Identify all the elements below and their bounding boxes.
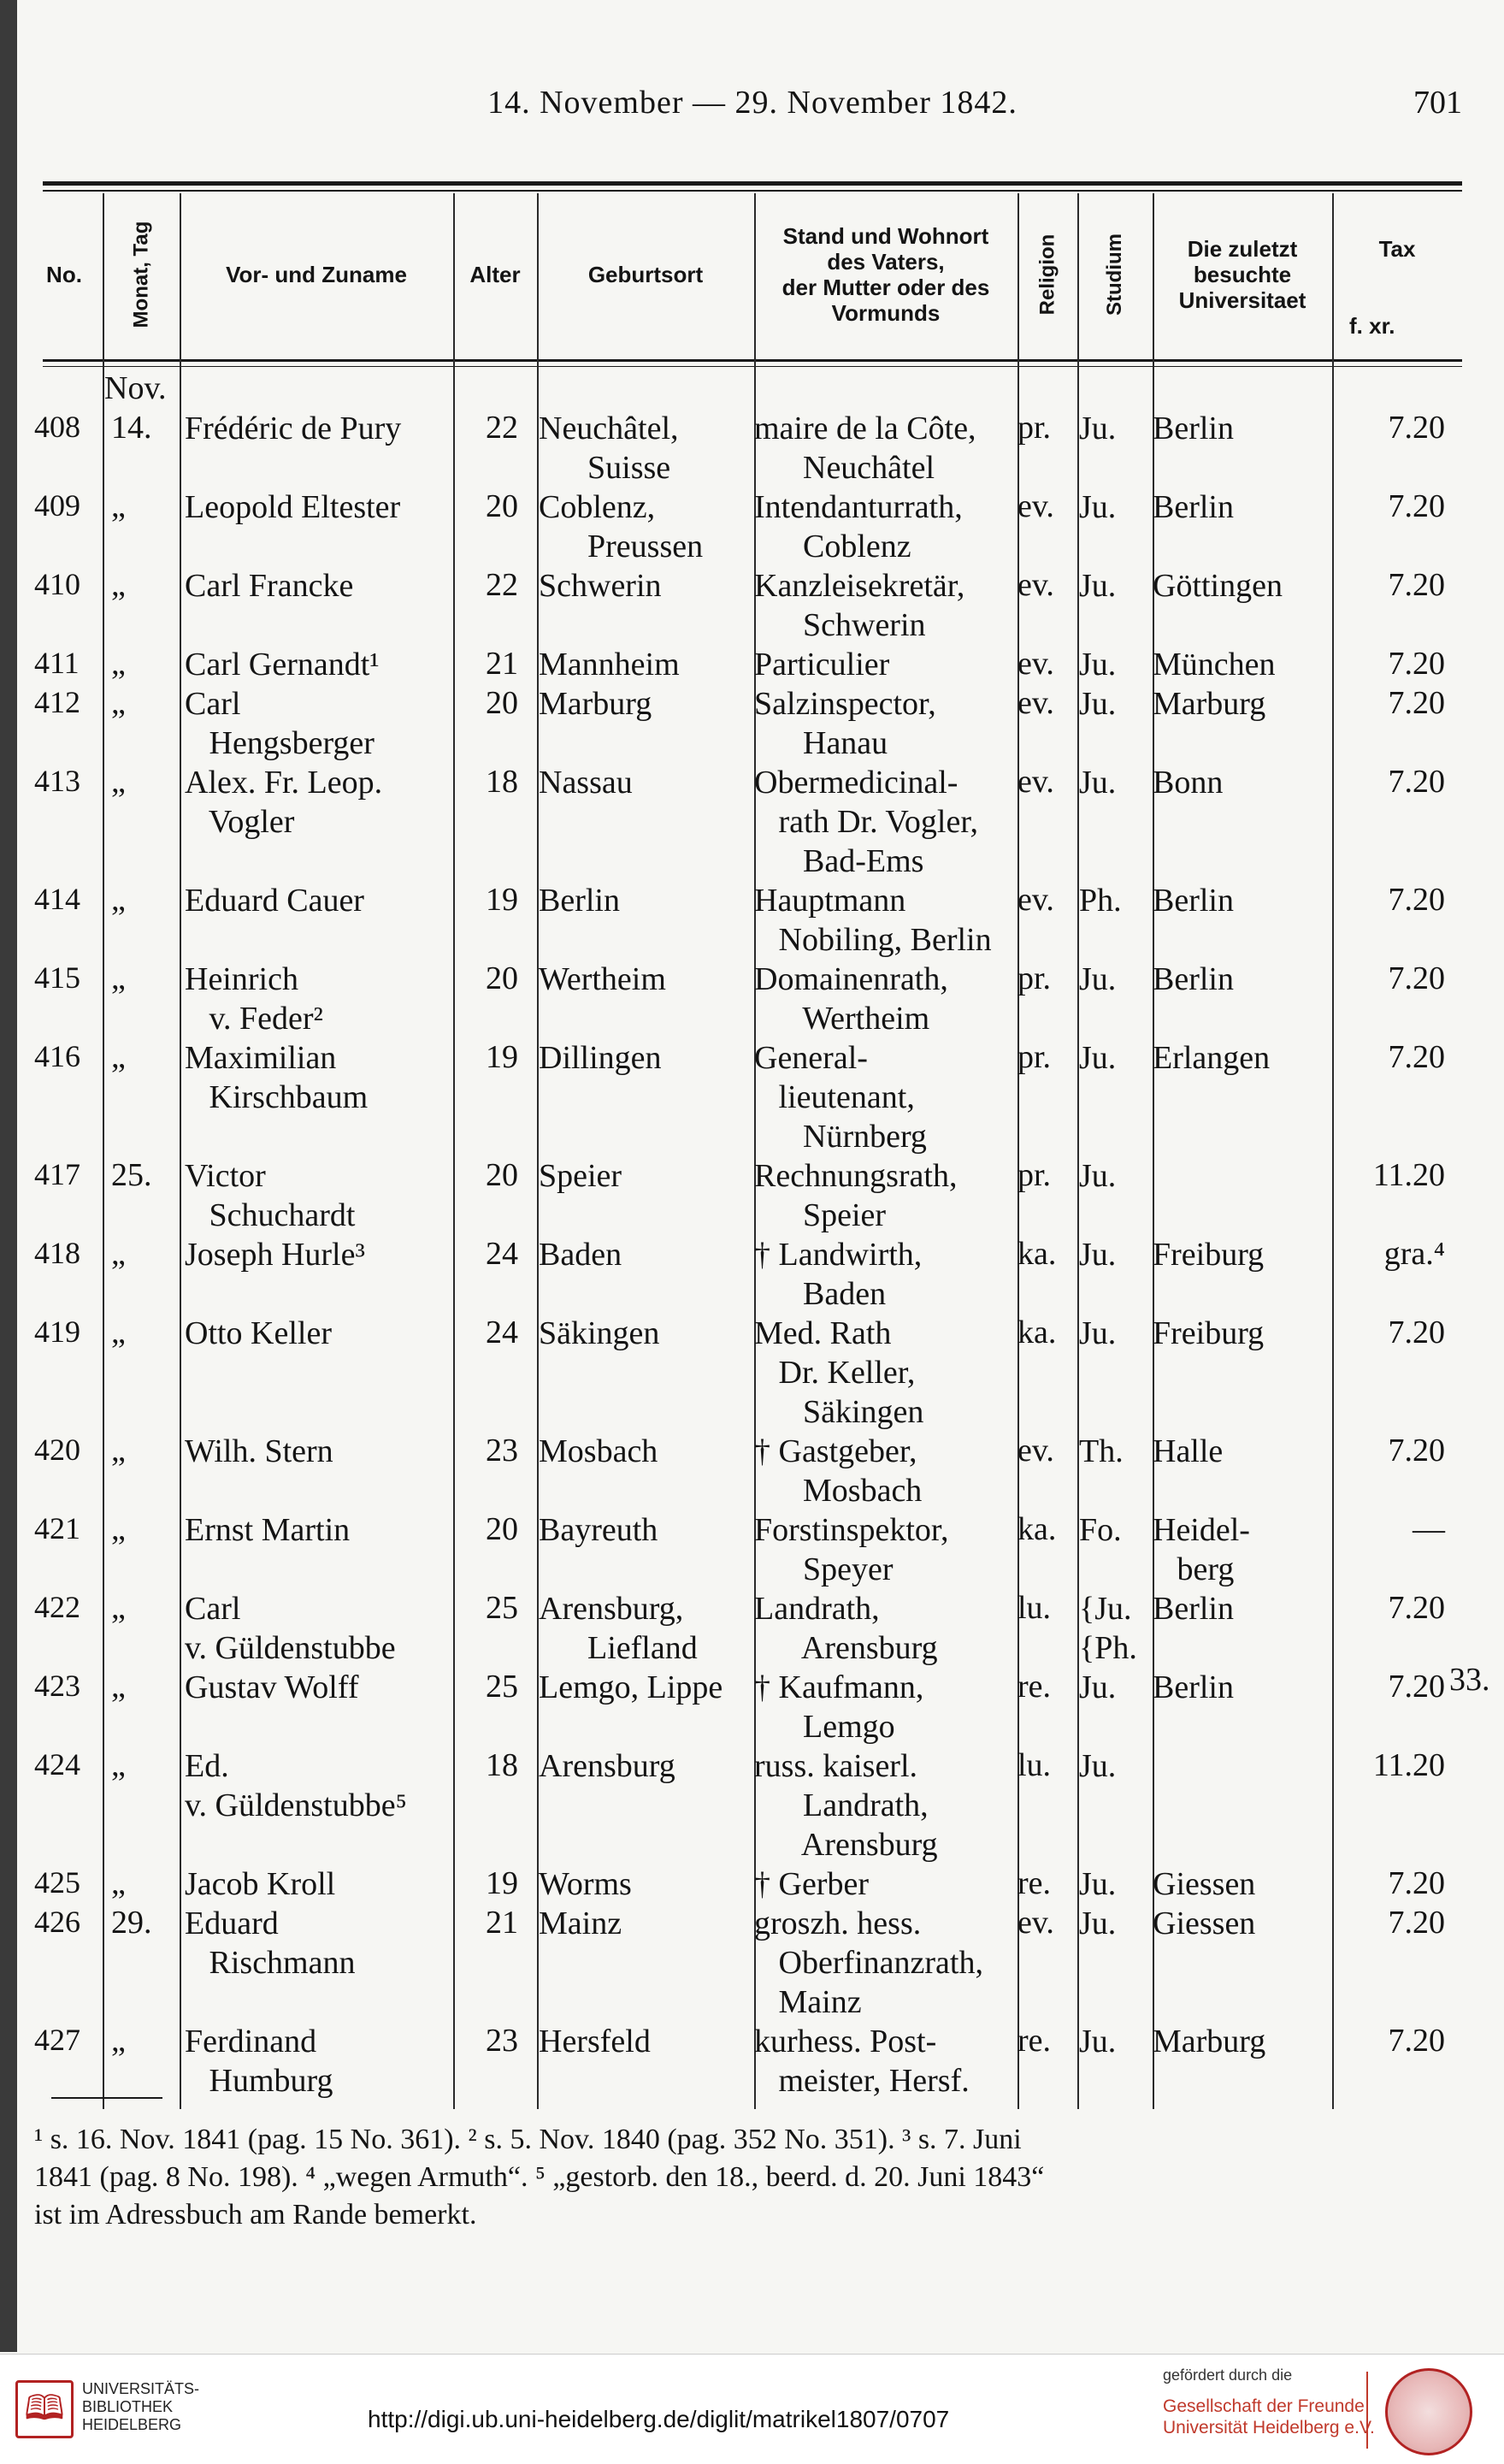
entry-day: „ [111,1236,126,1272]
entry-study: Ju. [1079,961,1117,997]
entry-religion: ev. [1017,646,1054,682]
entry-name: Ferdinand Humburg [185,2024,333,2099]
entry-study: Ju. [1079,765,1117,801]
entry-study: Ju. [1079,568,1117,604]
entry-study: Th. [1079,1433,1124,1469]
entry-name: Wilh. Stern [185,1433,333,1469]
entry-age: 20 [486,1511,518,1547]
entry-day: 25. [111,1157,152,1193]
entry-study: {Ju. {Ph. [1079,1591,1137,1666]
entry-name: Joseph Hurle³ [185,1237,365,1273]
entry-religion: pr. [1017,410,1052,446]
header-religion-label: Religion [1035,233,1059,316]
entry-age: 25 [486,1590,518,1626]
entry-number: 424 [34,1747,80,1782]
entry-last-university: Berlin [1153,1669,1234,1705]
entry-tax: 7.20 [1388,1590,1445,1626]
entry-day: „ [111,1747,126,1783]
entry-father: Domainenrath, Wertheim [754,961,948,1037]
entry-day: „ [111,646,126,682]
entry-birthplace: Marburg [539,686,652,722]
entry-religion: re. [1017,1669,1052,1705]
table-header [26,193,1479,364]
entry-tax: 7.20 [1388,646,1445,682]
entry-last-university: Berlin [1153,883,1234,919]
entry-last-university: Marburg [1153,686,1266,722]
col-divider [103,193,104,2109]
entry-religion: ka. [1017,1511,1057,1547]
entry-study: Ju. [1079,1237,1117,1273]
entry-study: Ju. [1079,1906,1117,1941]
header-birthplace: Geburtsort [587,262,704,287]
entry-religion: lu. [1017,1590,1052,1626]
entry-religion: ev. [1017,1905,1054,1941]
entry-father: Salzinspector, Hanau [754,686,936,761]
entry-name: Alex. Fr. Leop. Vogler [185,765,383,840]
entry-day: „ [111,567,126,603]
entry-age: 18 [486,1747,518,1783]
entry-religion: re. [1017,1865,1052,1901]
entry-birthplace: Säkingen [539,1315,660,1351]
entry-study: Ju. [1079,1748,1117,1784]
entry-age: 20 [486,1157,518,1193]
scan-edge [0,0,17,2352]
entry-father: † Gastgeber, Mosbach [754,1433,923,1509]
entry-name: Otto Keller [185,1315,333,1351]
entry-last-university: Erlangen [1153,1040,1271,1076]
entry-name: Carl Gernandt¹ [185,647,380,682]
entry-number: 422 [34,1590,80,1624]
entry-day: 29. [111,1905,152,1941]
entry-study: Ju. [1079,489,1117,525]
entry-last-university: Marburg [1153,2024,1266,2059]
entry-study: Ju. [1079,1040,1117,1076]
entry-day: „ [111,1039,126,1075]
entry-birthplace: Neuchâtel, Suisse [539,411,679,486]
entry-birthplace: Mosbach [539,1433,658,1469]
entry-study: Ju. [1079,1158,1117,1194]
entry-name: Victor Schuchardt [185,1158,356,1233]
running-title: 14. November — 29. November 1842. [487,85,1017,121]
entry-name: Leopold Eltester [185,489,401,525]
entry-religion: re. [1017,2023,1052,2059]
entry-last-university: Göttingen [1153,568,1283,604]
entry-day: „ [111,2023,126,2059]
entry-religion: ka. [1017,1236,1057,1272]
entry-religion: lu. [1017,1747,1052,1783]
footnote-rule [51,2097,162,2099]
entry-study: Ju. [1079,411,1117,446]
entry-tax: 7.20 [1388,410,1445,446]
header-tax: Tax [1378,236,1416,262]
col-divider [1153,193,1154,2109]
entry-name: Eduard Rischmann [185,1906,356,1981]
entry-day: „ [111,685,126,721]
entry-age: 23 [486,1433,518,1468]
entry-tax: 7.20 [1388,2023,1445,2059]
entry-father: kurhess. Post- meister, Hersf. [754,2024,970,2099]
entry-age: 19 [486,1865,518,1901]
entry-age: 20 [486,685,518,721]
entry-number: 416 [34,1039,80,1073]
header-study-label: Studium [1103,233,1126,316]
entry-number: 419 [34,1315,80,1349]
entry-religion: ka. [1017,1315,1057,1350]
footnote-line: ¹ s. 16. Nov. 1841 (pag. 15 No. 361). ² s. 5. Nov. 1840 (pag. 352 No. 351). ³ s. 7. Juni [34,2124,1022,2155]
entry-number: 412 [34,685,80,719]
entry-father: † Landwirth, Baden [754,1237,923,1312]
entry-father: Rechnungsrath, Speier [754,1158,958,1233]
entry-age: 19 [486,1039,518,1075]
entry-number: 425 [34,1865,80,1900]
entry-study: Ju. [1079,1866,1117,1902]
entry-religion: ev. [1017,764,1054,800]
entry-tax: 7.20 [1388,1433,1445,1468]
entry-name: Carl v. Güldenstubbe [185,1591,396,1666]
entry-tax: 11.20 [1372,1747,1445,1783]
header-month-day [103,193,180,356]
entry-birthplace: Schwerin [539,568,662,604]
logo-line: BIBLIOTHEK [82,2398,174,2415]
entry-father: Landrath, Arensburg [754,1591,938,1666]
entry-birthplace: Coblenz, Preussen [539,489,704,564]
entry-age: 24 [486,1315,518,1350]
entry-religion: ev. [1017,567,1054,603]
entry-number: 409 [34,488,80,523]
entry-birthplace: Mainz [539,1906,622,1941]
header-religion [1017,193,1077,356]
entry-study: Fo. [1079,1512,1122,1548]
month-label: Nov. [104,370,167,406]
entry-name: Eduard Cauer [185,883,364,919]
sponsor-line: Universität Heidelberg e.V. [1163,2418,1375,2437]
entry-birthplace: Dillingen [539,1040,662,1076]
entry-number: 415 [34,960,80,995]
entry-tax: 7.20 [1388,764,1445,800]
entry-age: 21 [486,1905,518,1941]
entry-tax: 7.20 [1388,488,1445,524]
entry-father: Med. Rath Dr. Keller, Säkingen [754,1315,924,1430]
entry-age: 20 [486,960,518,996]
entry-study: Ju. [1079,2024,1117,2059]
entry-age: 24 [486,1236,518,1272]
entry-father: russ. kaiserl. Landrath, Arensburg [754,1748,938,1863]
entry-name: Ernst Martin [185,1512,351,1548]
sponsor-label: gefördert durch die [1163,2367,1293,2384]
entry-age: 18 [486,764,518,800]
entry-age: 22 [486,410,518,446]
entry-last-university: Freiburg [1153,1237,1265,1273]
entry-tax: 7.20 [1388,1905,1445,1941]
entry-tax: 7.20 [1388,1865,1445,1901]
entry-tax: — [1413,1511,1445,1547]
entry-father: Kanzleisekretär, Schwerin [754,568,965,643]
footnotes [34,2121,1471,2234]
header-last-university: Die zuletzt besuchte Universitaet [1178,236,1306,313]
header-tax-sub: f. xr. [1349,313,1395,339]
entry-number: 413 [34,764,80,798]
entry-day: 14. [111,410,152,446]
entry-birthplace: Arensburg [539,1748,675,1784]
entry-birthplace: Arensburg, Liefland [539,1591,698,1666]
entry-name: Carl Francke [185,568,354,604]
entry-study: Ju. [1079,1669,1117,1705]
entry-number: 408 [34,410,80,444]
entry-religion: ev. [1017,488,1054,524]
entry-tax: 7.20 [1388,1039,1445,1075]
entry-last-university: Halle [1153,1433,1224,1469]
entry-birthplace: Mannheim [539,647,680,682]
entry-day: „ [111,764,126,800]
running-head [26,84,1479,135]
entry-age: 23 [486,2023,518,2059]
entry-birthplace: Worms [539,1866,632,1902]
entry-day: „ [111,1669,126,1705]
logo-line: HEIDELBERG [82,2416,182,2433]
page-number: 701 [1413,85,1462,121]
entry-tax: 7.20 [1388,567,1445,603]
entry-father: Forstinspektor, Speyer [754,1512,949,1587]
header-no: No. [46,262,82,287]
entry-last-university: München [1153,647,1276,682]
entry-father: Hauptmann Nobiling, Berlin [754,883,992,958]
entry-father: Particulier [754,647,890,682]
entry-birthplace: Hersfeld [539,2024,651,2059]
entry-number: 427 [34,2023,80,2057]
entry-study: Ju. [1079,686,1117,722]
entry-last-university: Berlin [1153,1591,1234,1627]
entry-day: „ [111,1433,126,1468]
entry-day: „ [111,1865,126,1901]
entry-number: 421 [34,1511,80,1545]
footnote-line: 1841 (pag. 8 No. 198). ⁴ „wegen Armuth“. ⁵ „gestorb. den 18., beerd. d. 20. Juni 1843“ [34,2161,1045,2193]
entry-religion: pr. [1017,960,1052,996]
header-bottom-rule-thin [43,366,1462,367]
header-father: Stand und Wohnort des Vaters, der Mutter oder des Vormunds [781,223,990,326]
library-logo-icon: 🕮 [15,2380,74,2438]
entry-day: „ [111,882,126,918]
entry-study: Ju. [1079,647,1117,682]
entry-age: 20 [486,488,518,524]
entry-day: „ [111,1590,126,1626]
entry-number: 417 [34,1157,80,1191]
sponsor-name [1163,2396,1375,2438]
entry-last-university: Berlin [1153,489,1234,525]
col-divider [180,193,181,2109]
entry-last-university: Bonn [1153,765,1224,801]
entry-father: General- lieutenant, Nürnberg [754,1040,927,1155]
entry-name: Heinrich v. Feder² [185,961,323,1037]
entry-birthplace: Nassau [539,765,633,801]
entry-birthplace: Bayreuth [539,1512,658,1548]
side-mark: 33. [1449,1662,1490,1698]
entry-father: maire de la Côte, Neuchâtel [754,411,976,486]
top-rule [43,181,1462,186]
entry-day: „ [111,1511,126,1547]
permalink-link[interactable]: http://digi.ub.uni-heidelberg.de/diglit/matrikel1807/0707 [368,2406,950,2432]
entry-father: Intendanturrath, Coblenz [754,489,963,564]
entry-tax: 7.20 [1388,1315,1445,1350]
entry-name: Jacob Kroll [185,1866,336,1902]
entry-number: 418 [34,1236,80,1270]
entry-study: Ju. [1079,1315,1117,1351]
entry-day: „ [111,488,126,524]
entry-religion: ev. [1017,685,1054,721]
col-divider [1077,193,1079,2109]
library-logo-text [82,2380,199,2434]
entry-age: 22 [486,567,518,603]
university-seal-icon [1385,2368,1472,2455]
entry-religion: pr. [1017,1039,1052,1075]
entry-name: Ed. v. Güldenstubbe⁵ [185,1748,407,1823]
entry-age: 25 [486,1669,518,1705]
entry-birthplace: Lemgo, Lippe [539,1669,723,1705]
entry-birthplace: Baden [539,1237,622,1273]
entry-name: Carl Hengsberger [185,686,375,761]
entry-father: Obermedicinal- rath Dr. Vogler, Bad-Ems [754,765,978,879]
entry-birthplace: Berlin [539,883,620,919]
entry-birthplace: Speier [539,1158,622,1194]
entry-number: 420 [34,1433,80,1467]
entry-last-university: Berlin [1153,411,1234,446]
entry-religion: ev. [1017,1433,1054,1468]
viewer-footer [0,2354,1504,2464]
entry-last-university: Heidel- berg [1153,1512,1250,1587]
entry-birthplace: Wertheim [539,961,666,997]
header-name: Vor- und Zuname [226,262,407,287]
entry-father: † Gerber [754,1866,869,1902]
entry-day: „ [111,960,126,996]
entry-religion: pr. [1017,1157,1052,1193]
entry-age: 19 [486,882,518,918]
entry-name: Maximilian Kirschbaum [185,1040,369,1115]
entry-day: „ [111,1315,126,1350]
entry-tax: 7.20 [1388,960,1445,996]
entry-number: 411 [34,646,80,680]
entry-last-university: Freiburg [1153,1315,1265,1351]
entry-number: 426 [34,1905,80,1939]
header-age: Alter [469,262,521,287]
entry-father: † Kaufmann, Lemgo [754,1669,924,1745]
footnote-line: ist im Adressbuch am Rande bemerkt. [34,2199,477,2231]
entry-study: Ph. [1079,883,1122,919]
entry-tax: gra.⁴ [1383,1236,1445,1272]
entry-number: 423 [34,1669,80,1703]
entry-tax: 7.20 [1388,685,1445,721]
entry-name: Frédéric de Pury [185,411,402,446]
entry-name: Gustav Wolff [185,1669,359,1705]
header-study [1077,193,1153,356]
header-month-day-label: Monat, Tag [129,221,152,328]
col-divider [1332,193,1334,2109]
matrikel-page [26,0,1490,2352]
entry-last-university: Giessen [1153,1866,1256,1902]
entry-number: 410 [34,567,80,601]
entry-tax: 11.20 [1372,1157,1445,1193]
entry-number: 414 [34,882,80,916]
entry-religion: ev. [1017,882,1054,918]
entry-last-university: Berlin [1153,961,1234,997]
sponsor-line: Gesellschaft der Freunde [1163,2396,1365,2416]
entry-father: groszh. hess. Oberfinanzrath, Mainz [754,1906,983,2020]
top-rule-thin [43,190,1462,192]
logo-line: UNIVERSITÄTS- [82,2380,200,2397]
entry-last-university: Giessen [1153,1906,1256,1941]
entry-tax: 7.20 [1388,882,1445,918]
entry-tax: 7.20 [1388,1669,1445,1705]
entry-age: 21 [486,646,518,682]
